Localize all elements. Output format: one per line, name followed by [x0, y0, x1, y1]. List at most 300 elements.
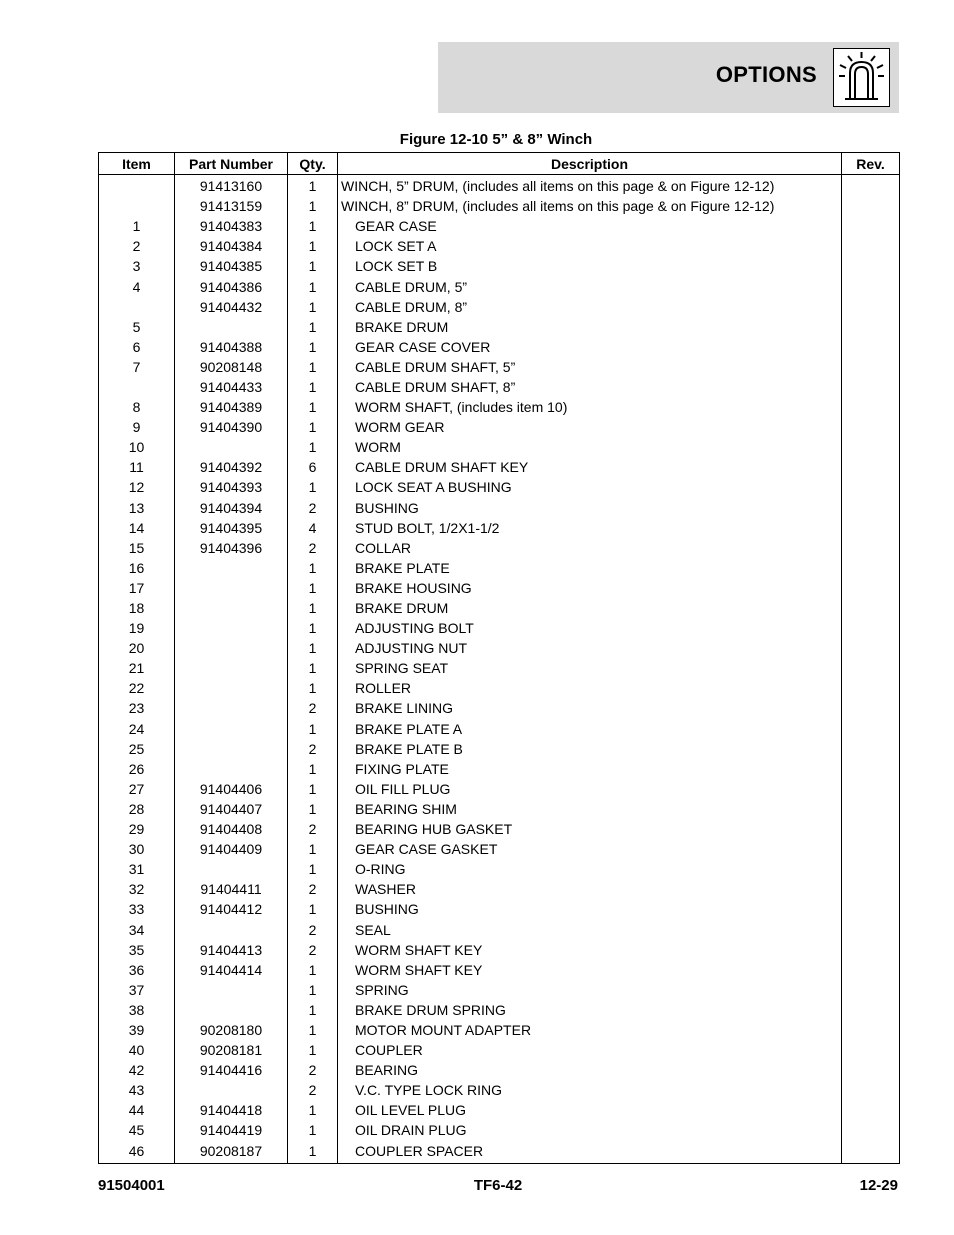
- table-row: [99, 980, 900, 1000]
- item-cell: 12: [99, 477, 175, 497]
- part-number-cell: [175, 678, 288, 698]
- part-number-cell: 91404419: [175, 1120, 288, 1140]
- item-cell: 44: [99, 1100, 175, 1120]
- table-row: [99, 276, 900, 296]
- description-cell: O-RING: [338, 859, 842, 879]
- qty-cell: 1: [288, 598, 338, 618]
- part-number-cell: 91404384: [175, 236, 288, 256]
- description-cell: OIL DRAIN PLUG: [338, 1120, 842, 1140]
- description-cell: BUSHING: [338, 899, 842, 919]
- part-number-cell: [175, 578, 288, 598]
- description-cell: CABLE DRUM SHAFT, 8”: [338, 377, 842, 397]
- item-cell: 24: [99, 719, 175, 739]
- table-row: [99, 839, 900, 859]
- table-row: [99, 498, 900, 518]
- table-row: [99, 216, 900, 236]
- description-cell: STUD BOLT, 1/2X1-1/2: [338, 518, 842, 538]
- part-number-cell: [175, 739, 288, 759]
- description-cell: ADJUSTING NUT: [338, 638, 842, 658]
- rev-cell: [842, 216, 900, 236]
- table-row: [99, 638, 900, 658]
- description-cell: BRAKE DRUM: [338, 317, 842, 337]
- part-number-cell: 91404406: [175, 779, 288, 799]
- part-number-cell: [175, 719, 288, 739]
- table-row: [99, 397, 900, 417]
- qty-cell: 1: [288, 477, 338, 497]
- qty-cell: 1: [288, 859, 338, 879]
- qty-cell: 2: [288, 940, 338, 960]
- rev-cell: [842, 879, 900, 899]
- part-number-cell: [175, 980, 288, 1000]
- table-row: [99, 317, 900, 337]
- description-cell: OIL LEVEL PLUG: [338, 1100, 842, 1120]
- description-cell: BRAKE HOUSING: [338, 578, 842, 598]
- part-number-cell: 91404395: [175, 518, 288, 538]
- rev-cell: [842, 1000, 900, 1020]
- figure-title: Figure 12-10 5” & 8” Winch: [399, 131, 593, 148]
- description-cell: ADJUSTING BOLT: [338, 618, 842, 638]
- table-row: [99, 1120, 900, 1140]
- rev-cell: [842, 558, 900, 578]
- part-number-cell: 91413159: [175, 196, 288, 216]
- rev-cell: [842, 1060, 900, 1080]
- rev-cell: [842, 477, 900, 497]
- table-row: [99, 859, 900, 879]
- section-title: OPTIONS: [715, 62, 817, 87]
- description-cell: WORM SHAFT, (includes item 10): [338, 397, 842, 417]
- rev-cell: [842, 518, 900, 538]
- part-number-cell: 91404393: [175, 477, 288, 497]
- description-cell: FIXING PLATE: [338, 759, 842, 779]
- part-number-cell: 91404432: [175, 297, 288, 317]
- description-cell: COUPLER SPACER: [338, 1141, 842, 1164]
- column-header-description: Description: [338, 153, 842, 175]
- rev-cell: [842, 1120, 900, 1140]
- item-cell: 3: [99, 256, 175, 276]
- rev-cell: [842, 1020, 900, 1040]
- item-cell: 22: [99, 678, 175, 698]
- item-cell: 8: [99, 397, 175, 417]
- table-row: [99, 799, 900, 819]
- item-cell: 18: [99, 598, 175, 618]
- table-row: [99, 1040, 900, 1060]
- table-row: [99, 578, 900, 598]
- qty-cell: 1: [288, 236, 338, 256]
- qty-cell: 1: [288, 417, 338, 437]
- item-cell: 30: [99, 839, 175, 859]
- item-cell: 23: [99, 698, 175, 718]
- item-cell: 11: [99, 457, 175, 477]
- table-row: [99, 719, 900, 739]
- table-row: [99, 236, 900, 256]
- rev-cell: [842, 397, 900, 417]
- qty-cell: 1: [288, 960, 338, 980]
- qty-cell: 2: [288, 739, 338, 759]
- column-header-qty: Qty.: [288, 153, 338, 175]
- section-header: [438, 42, 899, 113]
- table-row: [99, 960, 900, 980]
- item-cell: [99, 377, 175, 397]
- description-cell: WINCH, 5” DRUM, (includes all items on this page & on Figure 12-12): [338, 175, 842, 197]
- table-row: [99, 558, 900, 578]
- rev-cell: [842, 437, 900, 457]
- table-row: [99, 618, 900, 638]
- description-cell: OIL FILL PLUG: [338, 779, 842, 799]
- description-cell: SEAL: [338, 919, 842, 939]
- part-number-cell: [175, 698, 288, 718]
- qty-cell: 1: [288, 1141, 338, 1164]
- table-row: [99, 1100, 900, 1120]
- description-cell: LOCK SEAT A BUSHING: [338, 477, 842, 497]
- rev-cell: [842, 175, 900, 197]
- part-number-cell: [175, 618, 288, 638]
- rev-cell: [842, 940, 900, 960]
- rev-cell: [842, 698, 900, 718]
- description-cell: BRAKE DRUM SPRING: [338, 1000, 842, 1020]
- rev-cell: [842, 1040, 900, 1060]
- item-cell: 10: [99, 437, 175, 457]
- column-header-item: Item: [99, 153, 175, 175]
- qty-cell: 1: [288, 638, 338, 658]
- table-row: [99, 196, 900, 216]
- rev-cell: [842, 598, 900, 618]
- rev-cell: [842, 276, 900, 296]
- table-row: [99, 598, 900, 618]
- item-cell: 5: [99, 317, 175, 337]
- column-header-part-number: Part Number: [175, 153, 288, 175]
- rev-cell: [842, 297, 900, 317]
- item-cell: 46: [99, 1141, 175, 1164]
- part-number-cell: [175, 437, 288, 457]
- part-number-cell: [175, 759, 288, 779]
- item-cell: 26: [99, 759, 175, 779]
- rev-cell: [842, 779, 900, 799]
- table-row: [99, 477, 900, 497]
- item-cell: 37: [99, 980, 175, 1000]
- description-cell: COUPLER: [338, 1040, 842, 1060]
- description-cell: MOTOR MOUNT ADAPTER: [338, 1020, 842, 1040]
- qty-cell: 1: [288, 1020, 338, 1040]
- table-row: [99, 678, 900, 698]
- qty-cell: 1: [288, 216, 338, 236]
- rev-cell: [842, 960, 900, 980]
- table-row: [99, 1141, 900, 1164]
- item-cell: 25: [99, 739, 175, 759]
- qty-cell: 1: [288, 799, 338, 819]
- part-number-cell: 91404392: [175, 457, 288, 477]
- part-number-cell: 91404413: [175, 940, 288, 960]
- rev-cell: [842, 719, 900, 739]
- table-row: [99, 879, 900, 899]
- footer-page-number: 12-29: [859, 1177, 898, 1194]
- item-cell: 38: [99, 1000, 175, 1020]
- rev-cell: [842, 919, 900, 939]
- rev-cell: [842, 256, 900, 276]
- qty-cell: 4: [288, 518, 338, 538]
- qty-cell: 1: [288, 658, 338, 678]
- table-row: [99, 698, 900, 718]
- qty-cell: 1: [288, 196, 338, 216]
- part-number-cell: 91413160: [175, 175, 288, 197]
- part-number-cell: [175, 558, 288, 578]
- part-number-cell: 90208148: [175, 357, 288, 377]
- part-number-cell: 91404407: [175, 799, 288, 819]
- description-cell: WORM GEAR: [338, 417, 842, 437]
- table-row: [99, 357, 900, 377]
- description-cell: WORM SHAFT KEY: [338, 940, 842, 960]
- description-cell: BRAKE PLATE: [338, 558, 842, 578]
- description-cell: BRAKE PLATE A: [338, 719, 842, 739]
- table-row: [99, 518, 900, 538]
- rev-cell: [842, 658, 900, 678]
- description-cell: SPRING SEAT: [338, 658, 842, 678]
- table-row: [99, 1000, 900, 1020]
- item-cell: 35: [99, 940, 175, 960]
- table-row: [99, 940, 900, 960]
- part-number-cell: 90208180: [175, 1020, 288, 1040]
- item-cell: 40: [99, 1040, 175, 1060]
- table-row: [99, 457, 900, 477]
- description-cell: LOCK SET A: [338, 236, 842, 256]
- qty-cell: 1: [288, 175, 338, 197]
- description-cell: WASHER: [338, 879, 842, 899]
- part-number-cell: 91404385: [175, 256, 288, 276]
- table-row: [99, 919, 900, 939]
- item-cell: 36: [99, 960, 175, 980]
- description-cell: BRAKE PLATE B: [338, 739, 842, 759]
- qty-cell: 6: [288, 457, 338, 477]
- rev-cell: [842, 618, 900, 638]
- qty-cell: 1: [288, 276, 338, 296]
- qty-cell: 1: [288, 578, 338, 598]
- rev-cell: [842, 196, 900, 216]
- rev-cell: [842, 457, 900, 477]
- part-number-cell: 91404383: [175, 216, 288, 236]
- item-cell: [99, 175, 175, 197]
- description-cell: WORM: [338, 437, 842, 457]
- qty-cell: 1: [288, 779, 338, 799]
- part-number-cell: 90208187: [175, 1141, 288, 1164]
- rev-cell: [842, 899, 900, 919]
- qty-cell: 1: [288, 377, 338, 397]
- table-row: [99, 1060, 900, 1080]
- item-cell: 1: [99, 216, 175, 236]
- item-cell: 19: [99, 618, 175, 638]
- table-row: [99, 899, 900, 919]
- description-cell: LOCK SET B: [338, 256, 842, 276]
- qty-cell: 1: [288, 618, 338, 638]
- table-row: [99, 538, 900, 558]
- rev-cell: [842, 1141, 900, 1164]
- rev-cell: [842, 819, 900, 839]
- rev-cell: [842, 1100, 900, 1120]
- table-header-row: [99, 153, 900, 175]
- table-body: [99, 175, 900, 1164]
- description-cell: CABLE DRUM SHAFT, 5”: [338, 357, 842, 377]
- description-cell: BEARING SHIM: [338, 799, 842, 819]
- rev-cell: [842, 1080, 900, 1100]
- qty-cell: 1: [288, 297, 338, 317]
- description-cell: WORM SHAFT KEY: [338, 960, 842, 980]
- qty-cell: 1: [288, 357, 338, 377]
- qty-cell: 2: [288, 498, 338, 518]
- description-cell: SPRING: [338, 980, 842, 1000]
- table-row: [99, 658, 900, 678]
- table-row: [99, 337, 900, 357]
- table-row: [99, 297, 900, 317]
- part-number-cell: [175, 859, 288, 879]
- item-cell: 31: [99, 859, 175, 879]
- table-row: [99, 417, 900, 437]
- description-cell: COLLAR: [338, 538, 842, 558]
- description-cell: BEARING: [338, 1060, 842, 1080]
- description-cell: BEARING HUB GASKET: [338, 819, 842, 839]
- description-cell: BUSHING: [338, 498, 842, 518]
- item-cell: 21: [99, 658, 175, 678]
- rev-cell: [842, 759, 900, 779]
- item-cell: 16: [99, 558, 175, 578]
- part-number-cell: [175, 638, 288, 658]
- item-cell: 42: [99, 1060, 175, 1080]
- description-cell: BRAKE DRUM: [338, 598, 842, 618]
- footer-model: TF6-42: [473, 1177, 523, 1194]
- item-cell: 32: [99, 879, 175, 899]
- item-cell: 39: [99, 1020, 175, 1040]
- part-number-cell: [175, 1080, 288, 1100]
- rev-cell: [842, 678, 900, 698]
- item-cell: [99, 196, 175, 216]
- qty-cell: 2: [288, 1080, 338, 1100]
- item-cell: 13: [99, 498, 175, 518]
- qty-cell: 1: [288, 397, 338, 417]
- part-number-cell: 91404418: [175, 1100, 288, 1120]
- qty-cell: 1: [288, 678, 338, 698]
- part-number-cell: [175, 1000, 288, 1020]
- qty-cell: 1: [288, 1040, 338, 1060]
- item-cell: 17: [99, 578, 175, 598]
- qty-cell: 1: [288, 437, 338, 457]
- table-row: [99, 819, 900, 839]
- part-number-cell: [175, 317, 288, 337]
- part-number-cell: 91404394: [175, 498, 288, 518]
- table-row: [99, 759, 900, 779]
- qty-cell: 1: [288, 839, 338, 859]
- part-number-cell: 91404411: [175, 879, 288, 899]
- rev-cell: [842, 859, 900, 879]
- part-number-cell: [175, 598, 288, 618]
- qty-cell: 1: [288, 256, 338, 276]
- rev-cell: [842, 236, 900, 256]
- qty-cell: 2: [288, 1060, 338, 1080]
- footer-document-number: 91504001: [98, 1177, 165, 1194]
- parts-table: [98, 152, 900, 1164]
- rev-cell: [842, 377, 900, 397]
- part-number-cell: 91404389: [175, 397, 288, 417]
- part-number-cell: 91404396: [175, 538, 288, 558]
- description-cell: ROLLER: [338, 678, 842, 698]
- part-number-cell: [175, 658, 288, 678]
- qty-cell: 1: [288, 980, 338, 1000]
- item-cell: 6: [99, 337, 175, 357]
- table-row: [99, 437, 900, 457]
- table-row: [99, 779, 900, 799]
- part-number-cell: 91404388: [175, 337, 288, 357]
- description-cell: GEAR CASE: [338, 216, 842, 236]
- qty-cell: 2: [288, 538, 338, 558]
- item-cell: [99, 297, 175, 317]
- rev-cell: [842, 417, 900, 437]
- qty-cell: 1: [288, 1000, 338, 1020]
- options-beacon-icon: [833, 48, 890, 107]
- part-number-cell: 91404408: [175, 819, 288, 839]
- rev-cell: [842, 498, 900, 518]
- description-cell: V.C. TYPE LOCK RING: [338, 1080, 842, 1100]
- item-cell: 27: [99, 779, 175, 799]
- table-row: [99, 175, 900, 197]
- table-row: [99, 1080, 900, 1100]
- part-number-cell: 91404416: [175, 1060, 288, 1080]
- part-number-cell: 91404390: [175, 417, 288, 437]
- qty-cell: 1: [288, 337, 338, 357]
- description-cell: CABLE DRUM SHAFT KEY: [338, 457, 842, 477]
- qty-cell: 2: [288, 698, 338, 718]
- part-number-cell: 91404414: [175, 960, 288, 980]
- table-row: [99, 739, 900, 759]
- item-cell: 14: [99, 518, 175, 538]
- item-cell: 34: [99, 919, 175, 939]
- rev-cell: [842, 357, 900, 377]
- table-row: [99, 256, 900, 276]
- qty-cell: 2: [288, 919, 338, 939]
- qty-cell: 1: [288, 719, 338, 739]
- item-cell: 20: [99, 638, 175, 658]
- item-cell: 45: [99, 1120, 175, 1140]
- item-cell: 33: [99, 899, 175, 919]
- part-number-cell: 91404412: [175, 899, 288, 919]
- item-cell: 15: [99, 538, 175, 558]
- part-number-cell: 91404386: [175, 276, 288, 296]
- qty-cell: 1: [288, 759, 338, 779]
- item-cell: 2: [99, 236, 175, 256]
- qty-cell: 1: [288, 558, 338, 578]
- rev-cell: [842, 739, 900, 759]
- item-cell: 4: [99, 276, 175, 296]
- table-row: [99, 1020, 900, 1040]
- item-cell: 29: [99, 819, 175, 839]
- part-number-cell: [175, 919, 288, 939]
- item-cell: 7: [99, 357, 175, 377]
- rev-cell: [842, 578, 900, 598]
- item-cell: 28: [99, 799, 175, 819]
- description-cell: GEAR CASE GASKET: [338, 839, 842, 859]
- item-cell: 9: [99, 417, 175, 437]
- description-cell: CABLE DRUM, 8”: [338, 297, 842, 317]
- description-cell: BRAKE LINING: [338, 698, 842, 718]
- part-number-cell: 90208181: [175, 1040, 288, 1060]
- column-header-rev: Rev.: [842, 153, 900, 175]
- qty-cell: 2: [288, 819, 338, 839]
- qty-cell: 1: [288, 1100, 338, 1120]
- rev-cell: [842, 317, 900, 337]
- part-number-cell: 91404433: [175, 377, 288, 397]
- rev-cell: [842, 799, 900, 819]
- description-cell: CABLE DRUM, 5”: [338, 276, 842, 296]
- rev-cell: [842, 337, 900, 357]
- rev-cell: [842, 538, 900, 558]
- item-cell: 43: [99, 1080, 175, 1100]
- qty-cell: 2: [288, 879, 338, 899]
- description-cell: GEAR CASE COVER: [338, 337, 842, 357]
